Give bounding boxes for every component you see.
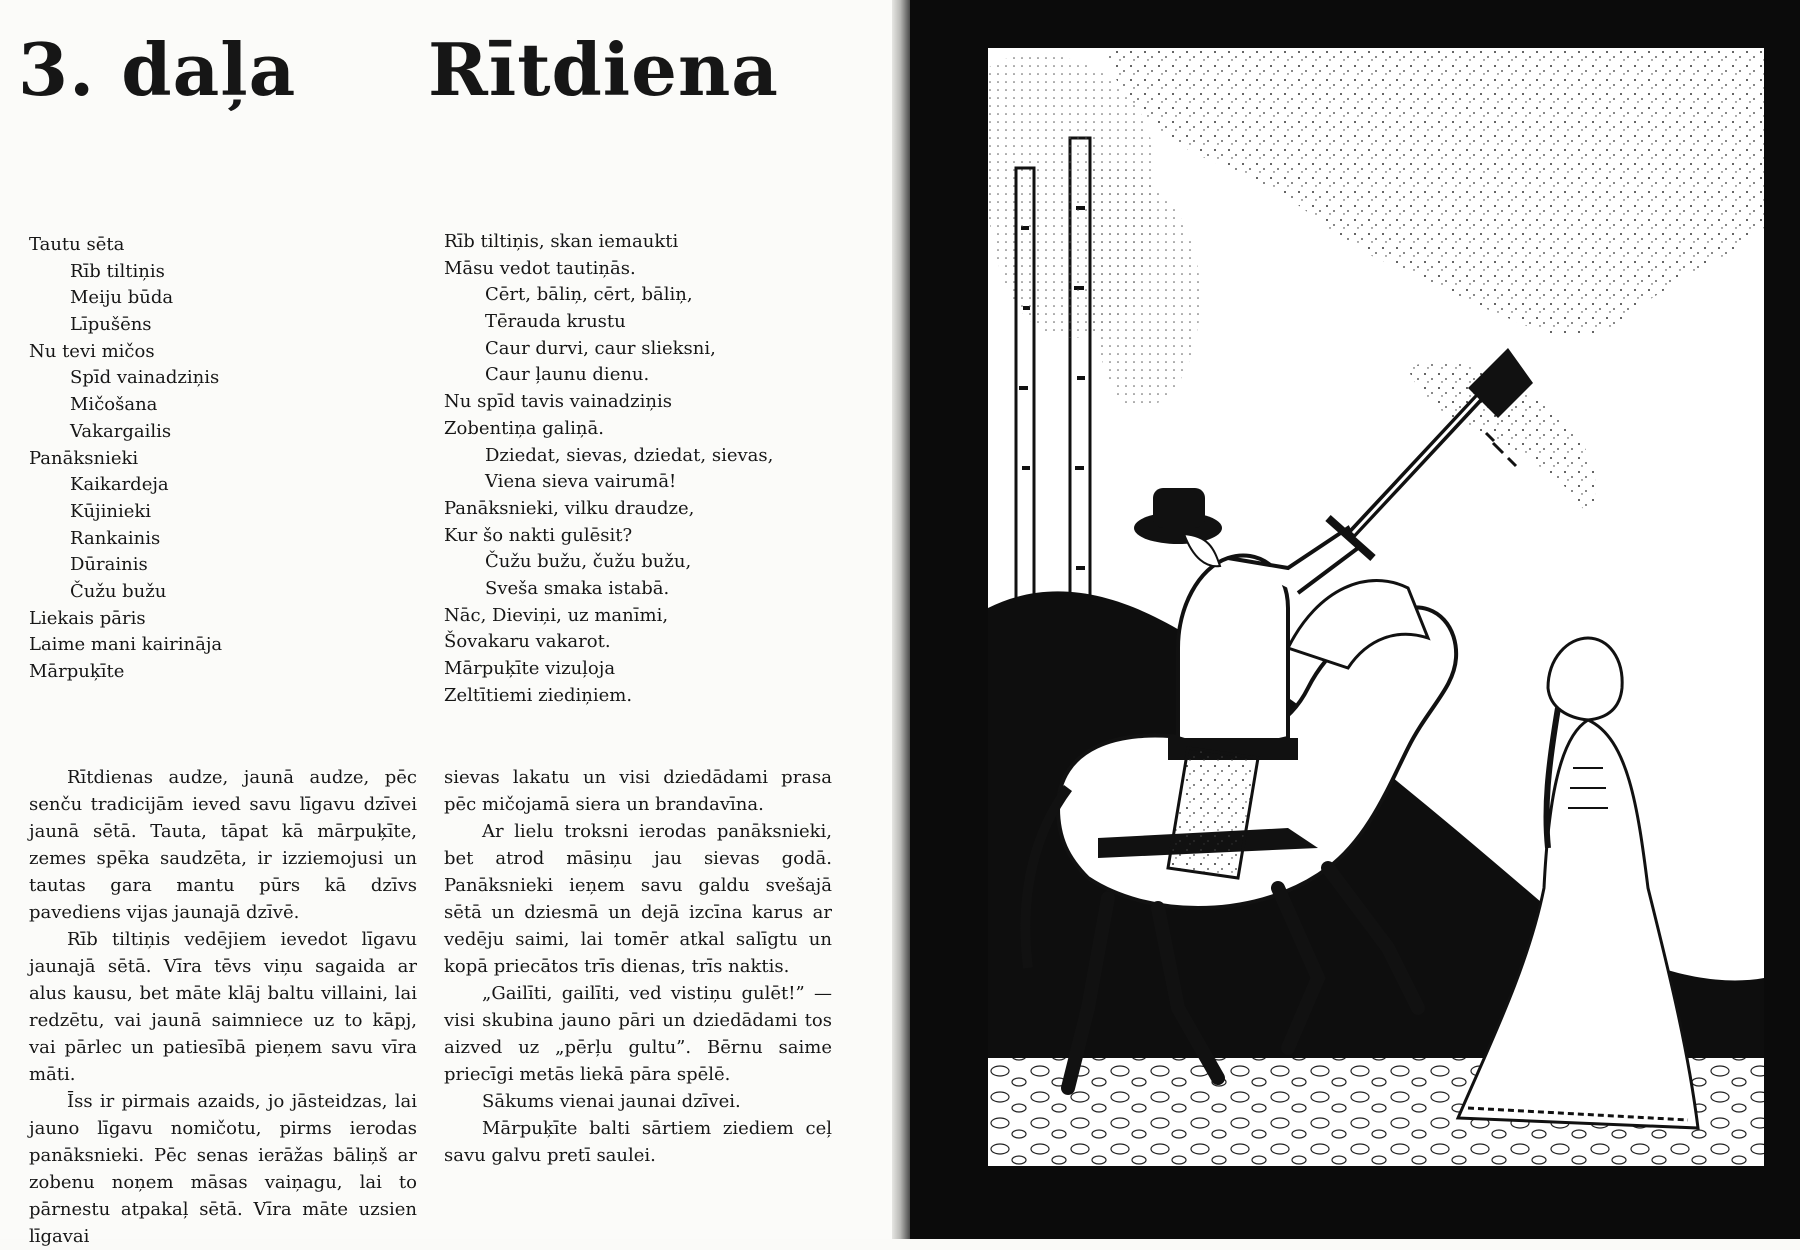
prose-paragraph: Sākums vienai jaunai dzīvei. [482, 1091, 741, 1112]
poem-line: Kur šo nakti gulēsit? [444, 524, 633, 546]
toc-line: Kaikardeja [70, 474, 169, 496]
poem-line: Šovakaru vakarot. [444, 631, 611, 653]
toc-line: Rankainis [70, 527, 161, 549]
prose-paragraph: Rītdienas audze, jaunā audze, pēc senču tradicijām ieved savu līgavu dzīvei jaunā sētā. Tauta, tāpat kā mārpuķīte, zemes spēka saudzēta, ir izziemojusi un tautas gara mantu pūrs kā dzīvs pavediens vijas jaunajā dzīvē. [29, 767, 417, 923]
left-page [0, 0, 892, 1247]
poem-line: Čužu bužu, čužu bužu, [485, 551, 692, 573]
toc-line: Līpušēns [70, 314, 152, 336]
poem-line: Caur ļaunu dienu. [485, 364, 650, 386]
song-list [29, 232, 409, 686]
poem-line: Dziedat, sievas, dziedat, sievas, [485, 444, 774, 466]
poem-line: Svešа smaka istabā. [485, 577, 670, 599]
prose-paragraph: Ar lielu troksni ierodas panāksnieki, bet atrod māsiņu jau sievas godā. Panāksnieki ieņem savu galdu svešajā sētā un dziesmā un dejā izcīna karus ar vedēju saimi, lai tomēr atkal salīgtu un kopā priecātos trīs dienas, trīs naktis. [444, 821, 832, 977]
poem-line: Viena sieva vairumā! [485, 471, 677, 493]
poem-line: Nu spīd tavis vainadziņis [444, 391, 673, 413]
toc-line: Vakargailis [70, 420, 172, 442]
poem-line: Panāksnieki, vilku draudze, [444, 497, 695, 519]
book-gutter [892, 0, 910, 1239]
poem [444, 229, 884, 709]
poem-line: Tērauda krustu [485, 311, 626, 333]
poem-line: Rīb tiltiņis, skan iemaukti [444, 231, 679, 252]
chapter-number: 3. daļa [18, 27, 297, 112]
toc-line: Spīd vainadziņis [70, 367, 220, 389]
chapter-title: Rītdiena [428, 27, 779, 112]
toc-line: Nu tevi mičos [29, 340, 155, 362]
toc-line: Kūjinieki [70, 500, 152, 522]
poem-line: Caur durvi, caur slieksni, [485, 337, 716, 359]
poem-line: Zobentiņa galiņā. [444, 417, 604, 439]
prose-paragraph: Mārpuķīte balti sārtiem ziediem ceļ savu galvu pretī saulei. [444, 1118, 832, 1166]
toc-line: Laime mani kairināja [29, 634, 223, 656]
prose-paragraph: sievas lakatu un visi dziedādami prasa pēc mičojamā siera un brandavīna. [444, 767, 832, 815]
poem-line: Nāc, Dieviņi, uz manīmi, [444, 604, 669, 626]
poem-line: Mārpuķīte vizuļoja [444, 658, 616, 679]
prose-paragraph: Rīb tiltiņis vedējiem ievedot līgavu jaunajā sētā. Vīra tēvs viņu sagaida ar alus kausu, bet māte klāj baltu villaini, lai redzētu, vai jaunā saimniece uz to kāpj, vai pārlec un patiesībā pieņem savu vīra māti. [29, 929, 417, 1085]
toc-line: Mārpuķīte [29, 661, 125, 682]
toc-line: Rīb tiltiņis [70, 260, 165, 282]
illustration [988, 48, 1764, 1166]
toc-line: Tautu sēta [29, 234, 125, 255]
prose-column-left [29, 764, 417, 1250]
toc-line: Panāksnieki [29, 447, 139, 469]
poem-line: Māsu vedot tautiņās. [444, 257, 636, 279]
prose-column-right [444, 764, 832, 1169]
prose-paragraph: „Gailīti, gailīti, ved vistiņu gulēt!” — visi skubina jauno pāri un dziedādami tos aizved uz „pērļu gultu”. Bērnu saime priecīgi metās liekā pāra spēlē. [444, 983, 832, 1085]
toc-line: Meiju būda [70, 287, 174, 309]
toc-line: Liekais pāris [29, 607, 146, 629]
poem-line: Zeltītiemi ziediņiem. [444, 684, 633, 706]
poem-line: Cērt, bāliņ, cērt, bāliņ, [485, 284, 693, 306]
toc-line: Mičošana [70, 394, 158, 416]
prose-paragraph: Īss ir pirmais azaids, jo jāsteidzas, lai jauno līgavu nomičotu, pirms ierodas panāksnieki. Pēc senas ierāžas bāliņš ar zobenu noņem māsas vaiņagu, lai to pārnestu atpakaļ sētā. Vīra māte uzsien līgavai [29, 1091, 417, 1247]
toc-line: Dūrainis [70, 554, 148, 576]
toc-line: Čužu bužu [70, 580, 167, 602]
